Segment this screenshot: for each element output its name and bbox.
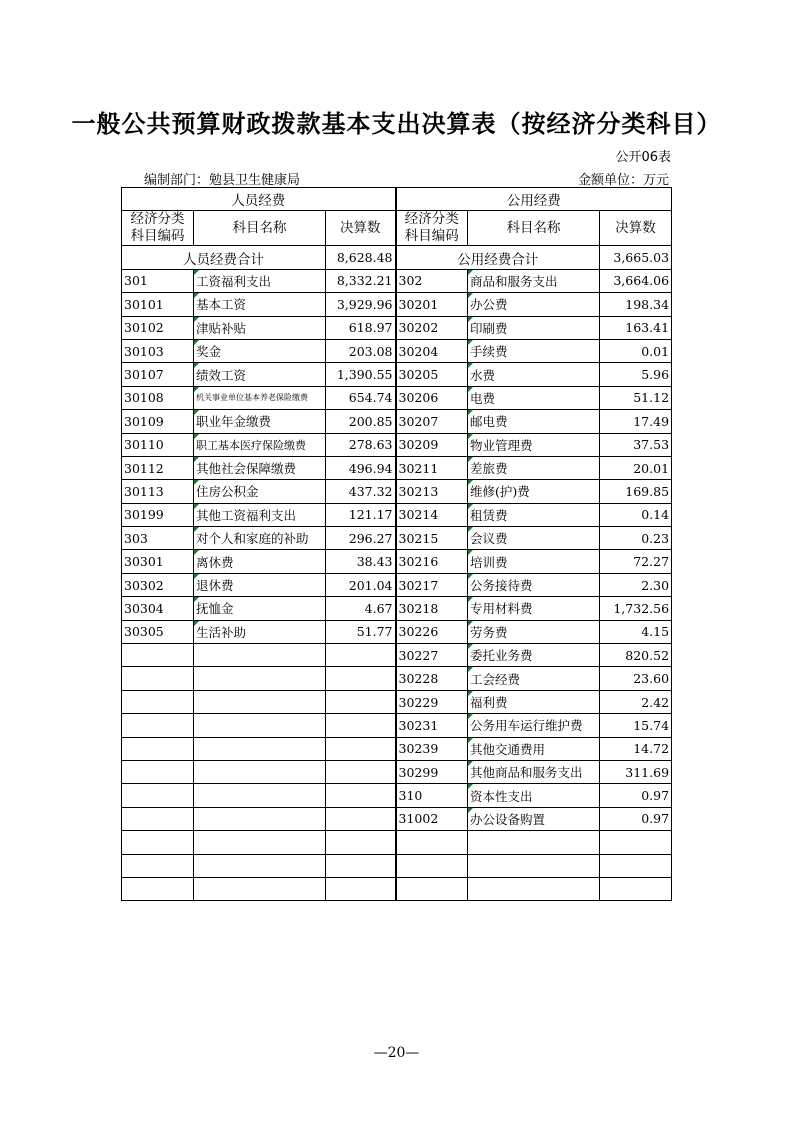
right-code-cell: 31002 — [396, 807, 468, 830]
left-amount-cell — [326, 690, 396, 713]
left-code-cell: 30199 — [122, 503, 194, 526]
amount-unit-label: 金额单位：万元 — [577, 173, 669, 188]
right-amount-cell: 1,732.56 — [600, 597, 672, 620]
table-row — [122, 760, 672, 783]
personnel-total-value: 8,628.48 — [326, 246, 396, 269]
right-amount-cell: 198.34 — [600, 293, 672, 316]
personnel-total-label: 人员经费合计 — [122, 246, 326, 269]
right-name-cell: 手续费 — [468, 339, 600, 362]
right-name-cell: 租赁费 — [468, 503, 600, 526]
right-code-cell: 30204 — [396, 339, 468, 362]
left-name-cell — [194, 760, 326, 783]
left-code-cell: 30305 — [122, 620, 194, 643]
table-row — [122, 386, 672, 409]
left-code-cell — [122, 714, 194, 737]
right-amount-cell: 14.72 — [600, 737, 672, 760]
right-amount-cell: 23.60 — [600, 667, 672, 690]
table-row — [122, 784, 672, 807]
left-name-cell: 退休费 — [194, 573, 326, 596]
table-row — [122, 877, 672, 900]
left-name-cell: 其他社会保障缴费 — [194, 456, 326, 479]
table-row — [122, 573, 672, 596]
left-name-cell — [194, 714, 326, 737]
left-code-cell: 30102 — [122, 316, 194, 339]
right-name-cell — [468, 854, 600, 877]
department-label: 编制部门：勉县卫生健康局 — [144, 173, 301, 188]
right-amount-cell: 3,664.06 — [600, 269, 672, 292]
table-row — [122, 527, 672, 550]
right-name-cell: 电费 — [468, 386, 600, 409]
table-row — [122, 854, 672, 877]
left-amount-cell: 654.74 — [326, 386, 396, 409]
right-amount-cell — [600, 854, 672, 877]
form-number: 公开06表 — [615, 150, 671, 165]
left-amount-cell — [326, 807, 396, 830]
page-title: 一般公共预算财政拨款基本支出决算表（按经济分类科目） — [71, 110, 722, 138]
table-row — [122, 433, 672, 456]
right-amount-cell: 5.96 — [600, 363, 672, 386]
left-amount-cell: 1,390.55 — [326, 363, 396, 386]
right-amount-cell: 17.49 — [600, 410, 672, 433]
table-row — [122, 550, 672, 573]
right-amount-cell: 0.14 — [600, 503, 672, 526]
right-name-cell: 维修(护)费 — [468, 480, 600, 503]
right-amount-cell: 2.30 — [600, 573, 672, 596]
left-code-cell: 303 — [122, 527, 194, 550]
left-name-cell — [194, 737, 326, 760]
left-code-cell — [122, 807, 194, 830]
page-number: —20— — [373, 1045, 420, 1061]
right-amount-cell: 169.85 — [600, 480, 672, 503]
right-code-cell: 30217 — [396, 573, 468, 596]
right-name-cell: 会议费 — [468, 527, 600, 550]
right-code-cell: 310 — [396, 784, 468, 807]
right-code-cell: 30231 — [396, 714, 468, 737]
right-amount-cell: 0.97 — [600, 784, 672, 807]
right-code-cell: 30207 — [396, 410, 468, 433]
right-code-cell — [396, 854, 468, 877]
section-header-row — [122, 188, 672, 211]
left-code-cell: 301 — [122, 269, 194, 292]
personnel-section-header: 人员经费 — [122, 188, 396, 211]
left-name-cell — [194, 877, 326, 900]
right-name-cell: 专用材料费 — [468, 597, 600, 620]
right-name-cell: 公务接待费 — [468, 573, 600, 596]
left-amount-cell: 200.85 — [326, 410, 396, 433]
right-code-cell: 30226 — [396, 620, 468, 643]
public-total-value: 3,665.03 — [600, 246, 672, 269]
table-row — [122, 480, 672, 503]
left-code-cell: 30112 — [122, 456, 194, 479]
right-code-cell: 30218 — [396, 597, 468, 620]
left-amount-cell — [326, 854, 396, 877]
left-amount-cell — [326, 760, 396, 783]
right-name-cell: 商品和服务支出 — [468, 269, 600, 292]
left-code-cell — [122, 784, 194, 807]
right-name-cell — [468, 831, 600, 854]
left-amount-cell: 8,332.21 — [326, 269, 396, 292]
right-code-cell: 30211 — [396, 456, 468, 479]
left-name-cell: 绩效工资 — [194, 363, 326, 386]
right-amount-cell: 37.53 — [600, 433, 672, 456]
col-header-name-2: 科目名称 — [468, 211, 600, 246]
right-amount-cell: 820.52 — [600, 644, 672, 667]
table-row — [122, 597, 672, 620]
right-amount-cell — [600, 877, 672, 900]
col-header-amount: 决算数 — [326, 211, 396, 246]
table-row — [122, 831, 672, 854]
right-code-cell: 30205 — [396, 363, 468, 386]
left-name-cell — [194, 854, 326, 877]
right-name-cell: 其他商品和服务支出 — [468, 760, 600, 783]
left-name-cell: 津贴补贴 — [194, 316, 326, 339]
left-code-cell: 30113 — [122, 480, 194, 503]
left-amount-cell — [326, 667, 396, 690]
right-code-cell: 30228 — [396, 667, 468, 690]
right-amount-cell: 0.23 — [600, 527, 672, 550]
right-name-cell: 办公费 — [468, 293, 600, 316]
right-name-cell: 物业管理费 — [468, 433, 600, 456]
table-row — [122, 737, 672, 760]
col-header-name: 科目名称 — [194, 211, 326, 246]
totals-row — [122, 246, 672, 269]
table-row — [122, 667, 672, 690]
col-header-code-text: 经济分类 科目编码 — [130, 211, 185, 245]
right-amount-cell: 0.97 — [600, 807, 672, 830]
left-code-cell — [122, 737, 194, 760]
table-row — [122, 363, 672, 386]
left-amount-cell — [326, 714, 396, 737]
left-amount-cell — [326, 644, 396, 667]
left-name-cell: 生活补助 — [194, 620, 326, 643]
left-code-cell: 30110 — [122, 433, 194, 456]
left-amount-cell: 496.94 — [326, 456, 396, 479]
left-code-cell — [122, 854, 194, 877]
col-header-amount-2: 决算数 — [600, 211, 672, 246]
right-name-cell: 工会经费 — [468, 667, 600, 690]
right-name-cell: 办公设备购置 — [468, 807, 600, 830]
left-code-cell: 30107 — [122, 363, 194, 386]
left-name-cell: 基本工资 — [194, 293, 326, 316]
left-amount-cell — [326, 877, 396, 900]
table-row — [122, 293, 672, 316]
table-row — [122, 410, 672, 433]
left-name-cell — [194, 690, 326, 713]
right-amount-cell: 311.69 — [600, 760, 672, 783]
right-name-cell: 邮电费 — [468, 410, 600, 433]
left-amount-cell: 618.97 — [326, 316, 396, 339]
col-header-code-2 — [396, 211, 468, 246]
right-code-cell: 30227 — [396, 644, 468, 667]
left-amount-cell — [326, 784, 396, 807]
right-code-cell: 30213 — [396, 480, 468, 503]
left-amount-cell: 201.04 — [326, 573, 396, 596]
table-row — [122, 339, 672, 362]
right-code-cell: 30202 — [396, 316, 468, 339]
right-code-cell: 302 — [396, 269, 468, 292]
left-name-cell: 职业年金缴费 — [194, 410, 326, 433]
right-amount-cell: 51.12 — [600, 386, 672, 409]
left-amount-cell: 278.63 — [326, 433, 396, 456]
left-amount-cell: 38.43 — [326, 550, 396, 573]
right-code-cell — [396, 877, 468, 900]
expenditure-table — [121, 187, 672, 901]
right-code-cell: 30215 — [396, 527, 468, 550]
left-amount-cell: 437.32 — [326, 480, 396, 503]
left-name-cell: 奖金 — [194, 339, 326, 362]
right-code-cell: 30201 — [396, 293, 468, 316]
table-row — [122, 714, 672, 737]
left-code-cell — [122, 760, 194, 783]
left-amount-cell: 51.77 — [326, 620, 396, 643]
right-code-cell: 30214 — [396, 503, 468, 526]
left-name-cell: 抚恤金 — [194, 597, 326, 620]
left-name-cell — [194, 784, 326, 807]
table-row — [122, 807, 672, 830]
right-amount-cell: 4.15 — [600, 620, 672, 643]
right-name-cell: 培训费 — [468, 550, 600, 573]
left-code-cell: 30101 — [122, 293, 194, 316]
right-amount-cell — [600, 831, 672, 854]
left-code-cell: 30108 — [122, 386, 194, 409]
right-code-cell: 30209 — [396, 433, 468, 456]
right-name-cell: 其他交通费用 — [468, 737, 600, 760]
left-code-cell — [122, 667, 194, 690]
left-name-cell — [194, 831, 326, 854]
table-row — [122, 503, 672, 526]
left-name-cell: 住房公积金 — [194, 480, 326, 503]
right-code-cell: 30239 — [396, 737, 468, 760]
right-code-cell: 30229 — [396, 690, 468, 713]
left-code-cell: 30109 — [122, 410, 194, 433]
left-code-cell: 30302 — [122, 573, 194, 596]
table-row — [122, 456, 672, 479]
left-amount-cell — [326, 737, 396, 760]
right-amount-cell: 0.01 — [600, 339, 672, 362]
left-code-cell — [122, 877, 194, 900]
left-code-cell: 30103 — [122, 339, 194, 362]
left-amount-cell — [326, 831, 396, 854]
right-code-cell: 30216 — [396, 550, 468, 573]
right-amount-cell: 163.41 — [600, 316, 672, 339]
right-name-cell: 福利费 — [468, 690, 600, 713]
table-row — [122, 644, 672, 667]
left-amount-cell: 4.67 — [326, 597, 396, 620]
left-amount-cell: 3,929.96 — [326, 293, 396, 316]
table-row — [122, 269, 672, 292]
left-name-cell: 离休费 — [194, 550, 326, 573]
right-name-cell: 差旅费 — [468, 456, 600, 479]
right-name-cell: 资本性支出 — [468, 784, 600, 807]
public-section-header: 公用经费 — [396, 188, 672, 211]
left-amount-cell: 203.08 — [326, 339, 396, 362]
left-amount-cell: 296.27 — [326, 527, 396, 550]
right-name-cell — [468, 877, 600, 900]
right-code-cell: 30206 — [396, 386, 468, 409]
left-name-cell — [194, 807, 326, 830]
table-row — [122, 690, 672, 713]
right-code-cell — [396, 831, 468, 854]
right-name-cell: 委托业务费 — [468, 644, 600, 667]
left-code-cell: 30304 — [122, 597, 194, 620]
left-code-cell — [122, 690, 194, 713]
right-name-cell: 公务用车运行维护费 — [468, 714, 600, 737]
right-amount-cell: 72.27 — [600, 550, 672, 573]
left-name-cell: 工资福利支出 — [194, 269, 326, 292]
right-name-cell: 劳务费 — [468, 620, 600, 643]
left-amount-cell: 121.17 — [326, 503, 396, 526]
public-total-label: 公用经费合计 — [396, 246, 600, 269]
right-amount-cell: 20.01 — [600, 456, 672, 479]
left-name-cell: 机关事业单位基本养老保险缴费 — [194, 386, 326, 409]
left-name-cell — [194, 644, 326, 667]
table-row — [122, 316, 672, 339]
right-name-cell: 印刷费 — [468, 316, 600, 339]
right-code-cell: 30299 — [396, 760, 468, 783]
left-name-cell: 对个人和家庭的补助 — [194, 527, 326, 550]
col-header-code — [122, 211, 194, 246]
left-code-cell: 30301 — [122, 550, 194, 573]
left-code-cell — [122, 644, 194, 667]
right-amount-cell: 2.42 — [600, 690, 672, 713]
column-header-row — [122, 211, 672, 246]
table-row — [122, 620, 672, 643]
left-name-cell: 职工基本医疗保险缴费 — [194, 433, 326, 456]
right-amount-cell: 15.74 — [600, 714, 672, 737]
left-name-cell — [194, 667, 326, 690]
left-name-cell: 其他工资福利支出 — [194, 503, 326, 526]
right-name-cell: 水费 — [468, 363, 600, 386]
left-code-cell — [122, 831, 194, 854]
col-header-code-text-2: 经济分类 科目编码 — [404, 211, 459, 245]
